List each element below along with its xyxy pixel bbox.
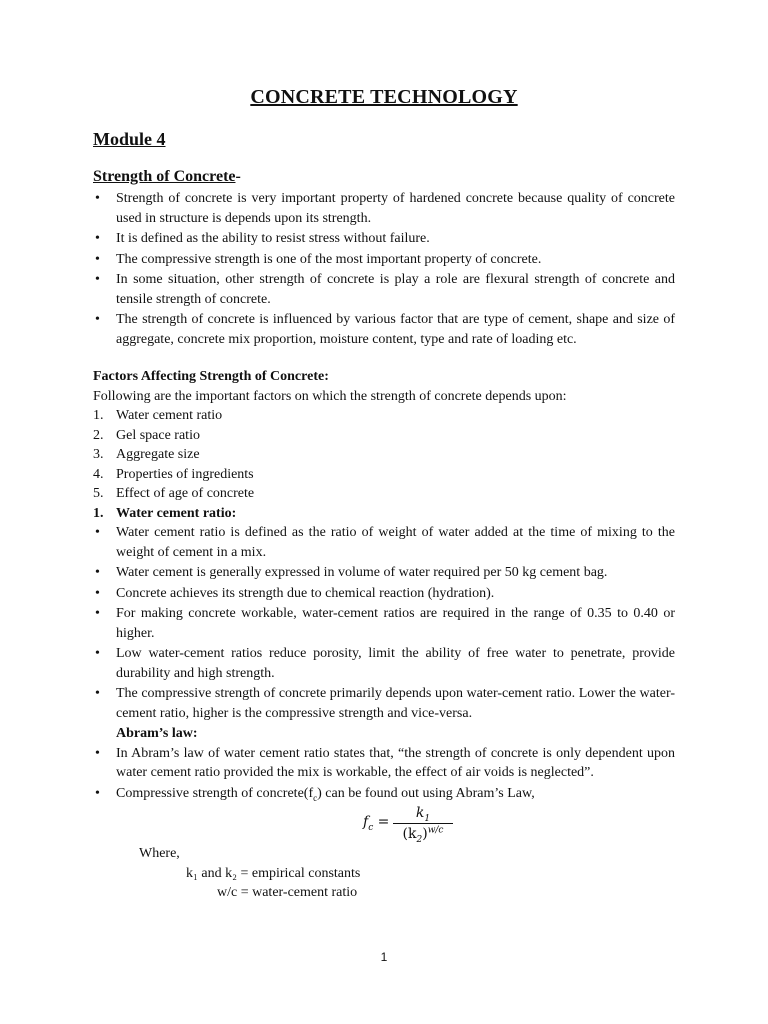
list-number: 4. <box>93 466 104 482</box>
subscript: c <box>313 792 318 803</box>
formula-denominator <box>393 825 453 843</box>
list-number: 5. <box>93 486 104 501</box>
list-item: • The compressive strength is one of the most important property of concrete. <box>93 250 675 270</box>
intro-bullet-list <box>93 189 675 349</box>
factors-list <box>93 406 675 504</box>
wc-bullet-list <box>93 523 675 723</box>
subscript: c <box>368 822 374 833</box>
abrams-bullet-list <box>93 744 675 804</box>
document-title: CONCRETE TECHNOLOGY <box>250 86 518 108</box>
list-text: Properties of ingredients <box>116 466 254 482</box>
formula-symbol: f <box>363 814 369 830</box>
formula-fraction <box>393 804 453 843</box>
list-number: 3. <box>93 447 104 462</box>
list-item <box>93 465 675 485</box>
factors-heading: Factors Affecting Strength of Concrete: <box>93 369 329 384</box>
list-text: Gel space ratio <box>116 427 200 443</box>
list-item <box>93 426 675 446</box>
list-item <box>93 406 675 426</box>
list-text: Water cement ratio <box>116 408 223 423</box>
list-item: • Concrete achieves its strength due to chemical reaction (hydration). <box>93 584 675 604</box>
list-item: • In some situation, other strength of concrete is play a role are flexural strength of concrete and tensile strength of concrete. <box>93 270 675 309</box>
wc-heading <box>93 504 675 524</box>
list-number: 1. <box>93 408 104 423</box>
formula-lhs <box>363 813 389 833</box>
list-item: • It is defined as the ability to resist stress without failure. <box>93 229 675 249</box>
formula-equals: = <box>373 814 390 830</box>
list-text: Effect of age of concrete <box>116 486 255 501</box>
list-text: Aggregate size <box>116 447 200 462</box>
list-item: • Low water-cement ratios reduce porosity, limit the ability of free water to penetrate, provide durability and high strength. <box>93 644 675 683</box>
section-heading <box>93 167 241 187</box>
formula-symbol: (k <box>402 826 417 842</box>
list-item <box>93 445 675 465</box>
module-heading: Module 4 <box>93 129 166 149</box>
subscript: 1 <box>424 813 431 824</box>
list-item: • In Abram’s law of water cement ratio states that, “the strength of concrete is only dependent upon water cement ratio provided the mix is workable, the effect of air voids is neglected”. <box>93 744 675 783</box>
wc-heading-list <box>93 504 675 524</box>
list-item: • Water cement is generally expressed in volume of water required per 50 kg cement bag. <box>93 563 675 583</box>
constants-definition: k₁ and k₂ = empirical constants <box>186 865 361 881</box>
list-number: 1. <box>93 505 104 521</box>
text-span: ) can be found out using Abram’s Law, <box>317 785 535 801</box>
section-heading-text: Strength of Concrete <box>93 168 236 185</box>
text-span: Compressive strength of concrete(f <box>116 785 314 801</box>
wc-definition: w/c = water-cement ratio <box>217 885 358 900</box>
list-item: • Water cement ratio is defined as the ratio of weight of water added at the time of mixing to the weight of cement in a mix. <box>93 523 675 562</box>
wc-heading-text: Water cement ratio: <box>116 505 237 521</box>
formula-numerator <box>393 804 453 822</box>
intro-section <box>93 189 675 350</box>
list-item <box>93 484 675 504</box>
where-label: Where, <box>139 846 180 861</box>
factors-intro: Following are the important factors on which the strength of concrete depends upon: <box>93 388 567 404</box>
abrams-formula <box>93 804 675 844</box>
list-item <box>93 784 675 804</box>
superscript: w/c <box>427 825 444 836</box>
fraction-bar <box>393 823 453 824</box>
list-number: 2. <box>93 427 104 443</box>
list-item: • For making concrete workable, water-cement ratios are required in the range of 0.35 to 0.40 or higher. <box>93 604 675 643</box>
list-item: • Strength of concrete is very important property of hardened concrete because quality of concrete used in structure is depends upon its strength. <box>93 189 675 228</box>
factors-section <box>93 367 675 903</box>
subscript: 2 <box>416 834 423 845</box>
abrams-heading: Abram’s law: <box>116 726 198 741</box>
section-heading-suffix: - <box>235 168 241 185</box>
list-item: • The strength of concrete is influenced by various factor that are type of cement, shape and size of aggregate, concrete mix proportion, moisture content, type and rate of loading etc. <box>93 310 675 349</box>
list-item: • The compressive strength of concrete primarily depends upon water-cement ratio. Lower the water-cement ratio, higher is the compressive strength and vice-versa. <box>93 684 675 723</box>
formula-symbol: k <box>415 805 425 821</box>
page-number: 1 <box>380 950 388 964</box>
formula-symbol: ) <box>422 826 428 842</box>
